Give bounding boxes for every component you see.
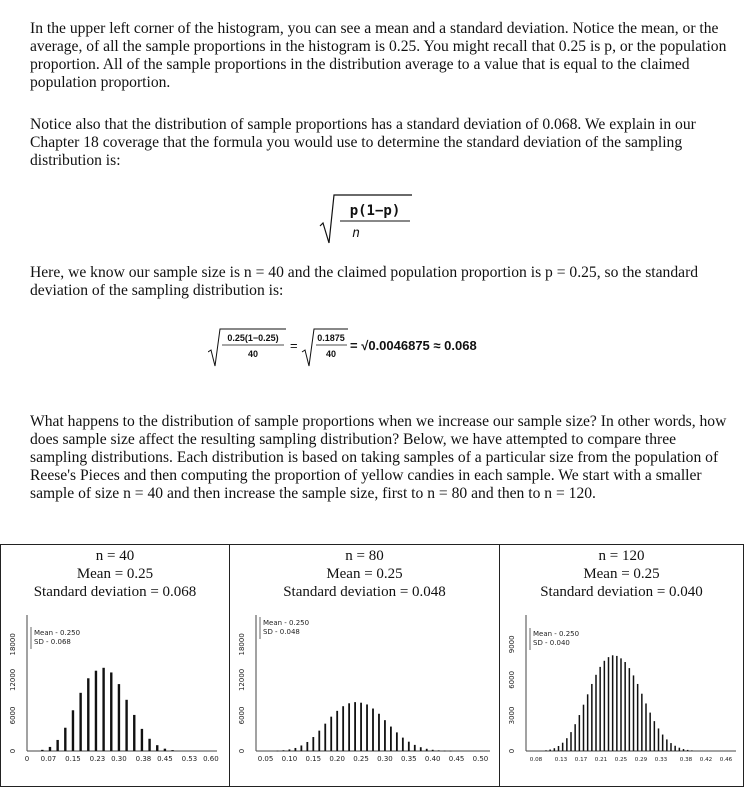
n-label: n = 120 <box>598 548 645 564</box>
histogram-bar <box>408 742 410 751</box>
histogram-bar <box>110 672 112 751</box>
y-tick-label: 3000 <box>508 706 516 725</box>
x-tick-label: 0.08 <box>529 757 543 763</box>
legend-entry: SD - 0.068 <box>34 638 71 646</box>
y-tick-label: 6000 <box>238 706 246 725</box>
y-tick-label: 12000 <box>238 668 246 692</box>
x-tick-label: 0.29 <box>634 757 648 763</box>
x-tick-label: 0.45 <box>157 755 173 763</box>
histogram-bar <box>318 731 320 751</box>
legend-entry: SD - 0.040 <box>533 639 570 647</box>
calc-frac2-numerator: 0.1875 <box>317 333 345 343</box>
sampling-distribution-comparison-table <box>0 544 744 787</box>
histogram-bar <box>402 738 404 751</box>
legend-entry: Mean - 0.250 <box>34 629 81 637</box>
calc-frac2-denominator: 40 <box>325 349 337 359</box>
histogram-bar <box>300 745 302 751</box>
y-tick-label: 18000 <box>9 633 17 656</box>
histogram-bar <box>366 704 368 751</box>
y-tick-label: 6000 <box>508 670 516 689</box>
y-tick-label: 0 <box>9 748 17 754</box>
histogram-bar <box>384 720 386 751</box>
histogram-bar <box>683 749 685 751</box>
histogram-bar <box>354 702 356 751</box>
column-n40 <box>1 545 230 787</box>
paragraph-2 <box>30 116 730 170</box>
paragraph-2-text: Notice also that the distribution of sample proportions has a standard deviation of 0.068. We explain in our Chapter 18 coverage that the formula you would use to determine the standard deviation of the sampling distribution is: <box>30 116 696 169</box>
x-tick-label: 0.25 <box>353 755 369 763</box>
calc-frac1-numerator: 0.25(1−0.25) <box>227 333 279 343</box>
histogram-bar <box>324 724 326 751</box>
histogram-bar <box>674 746 676 751</box>
formula-numerator: p(1−p) <box>349 203 401 219</box>
histogram-bar <box>330 717 332 751</box>
histogram-bar <box>450 751 452 752</box>
histogram-bar <box>164 749 166 751</box>
histogram-bar <box>141 729 143 751</box>
histogram-bar <box>156 745 158 751</box>
histogram-bar <box>608 657 610 751</box>
x-tick-label: 0.38 <box>135 755 152 763</box>
histogram-bar <box>277 751 279 752</box>
histogram-bar <box>633 675 635 751</box>
histogram-bar <box>438 750 440 751</box>
histogram-bar <box>549 750 551 751</box>
calc-result: = √0.0046875 ≈ 0.068 <box>350 338 477 353</box>
histogram-bar <box>637 684 639 751</box>
x-tick-label: 0.15 <box>305 755 322 763</box>
column-n120 <box>500 545 744 787</box>
histogram-bar <box>306 742 308 751</box>
histogram-bar <box>342 706 344 751</box>
paragraph-4 <box>30 413 730 503</box>
histogram-bar <box>348 703 350 751</box>
histogram-bar <box>587 694 589 751</box>
histogram-bar <box>396 732 398 751</box>
histogram-n80 <box>230 603 498 783</box>
sd-label: Standard deviation = 0.048 <box>283 584 446 600</box>
paragraph-3 <box>30 264 730 300</box>
x-tick-label: 0.38 <box>679 757 693 763</box>
histogram-bar <box>658 728 660 751</box>
histogram-bar <box>444 751 446 752</box>
histogram-bar <box>666 739 668 751</box>
x-tick-label: 0.30 <box>377 755 393 763</box>
mean-label: Mean = 0.25 <box>76 566 154 582</box>
histogram-bar <box>624 662 626 751</box>
histogram-bar <box>670 743 672 751</box>
histogram-bar <box>645 703 647 751</box>
x-tick-label: 0.53 <box>181 755 198 763</box>
histogram-bar <box>426 749 428 751</box>
histogram-bar <box>641 694 643 751</box>
histogram-bar <box>649 713 651 751</box>
histogram-bar <box>414 745 416 751</box>
histogram-bar <box>378 714 380 751</box>
paragraph-3-text: Here, we know our sample size is n = 40 and the claimed population proportion is p = 0.25, so the standard deviation of the sampling distribution is: <box>30 264 699 299</box>
sd-calculation <box>208 326 508 373</box>
y-tick-label: 6000 <box>9 706 17 725</box>
formula-denominator: n <box>352 226 360 241</box>
histogram-bar <box>420 747 422 751</box>
histogram-bar <box>654 721 656 751</box>
paragraph-4-text: What happens to the distribution of sample proportions when we increase our sample size? In other words, how does sample size affect the resulting sampling distribution? Below, we have attempted to compare three sampling distributions. Each distribution is based on taking samples of a particular size from the population of Reese's Pieces and then computing the proportion of yellow candies in each sample. We start with a smaller sample of size n = 40 and then increase the sample size, first to n = 80 and then to n = 120. <box>30 413 727 502</box>
histogram-bar <box>390 727 392 751</box>
column-n80 <box>230 545 500 787</box>
histogram-bar <box>294 748 296 751</box>
sd-label: Standard deviation = 0.040 <box>540 584 703 600</box>
x-tick-label: 0.40 <box>424 755 441 763</box>
x-tick-label: 0.46 <box>719 757 733 763</box>
x-tick-label: 0.13 <box>554 757 568 763</box>
x-tick-label: 0.05 <box>257 755 274 763</box>
histogram-bar <box>56 740 58 751</box>
x-tick-label: 0.50 <box>472 755 489 763</box>
x-tick-label: 0.17 <box>574 757 588 763</box>
sd-label: Standard deviation = 0.068 <box>33 584 197 600</box>
histogram-bar <box>289 749 291 751</box>
histogram-bar <box>558 746 560 751</box>
calc-frac1-denominator: 40 <box>247 349 259 359</box>
histogram-bar <box>566 738 568 751</box>
histogram-bar <box>691 750 693 751</box>
x-tick-label: 0.60 <box>203 755 219 763</box>
x-tick-label: 0.21 <box>594 757 608 763</box>
x-tick-label: 0.20 <box>329 755 345 763</box>
y-tick-label: 18000 <box>238 633 246 656</box>
histogram-bar <box>687 750 689 751</box>
x-tick-label: 0.33 <box>654 757 668 763</box>
histogram-bar <box>41 750 43 751</box>
x-tick-label: 0.10 <box>281 755 298 763</box>
x-tick-label: 0 <box>24 755 30 763</box>
histogram-bar <box>102 668 104 751</box>
histogram-bar <box>79 693 81 751</box>
histogram-bar <box>360 703 362 751</box>
histogram-bar <box>133 715 135 751</box>
histogram-bar <box>583 705 585 751</box>
x-tick-label: 0.45 <box>448 755 465 763</box>
histogram-bar <box>64 728 66 751</box>
histogram-bar <box>570 732 572 751</box>
histogram-bar <box>283 750 285 751</box>
histogram-bar <box>599 667 601 751</box>
histogram-n120 <box>500 603 742 783</box>
n-label: n = 80 <box>345 548 384 564</box>
legend-entry: Mean - 0.250 <box>263 619 310 627</box>
histogram-bar <box>72 710 74 751</box>
histogram-bar <box>87 678 89 751</box>
paragraph-1 <box>30 20 730 92</box>
x-tick-label: 0.42 <box>699 757 713 763</box>
histogram-bar <box>595 675 597 751</box>
histogram-bar <box>591 684 593 751</box>
histogram-bar <box>49 747 51 751</box>
histogram-bar <box>574 724 576 751</box>
histogram-bar <box>95 671 97 751</box>
histogram-bar <box>604 661 606 751</box>
histogram-bar <box>662 735 664 751</box>
histogram-bar <box>118 684 120 751</box>
histogram-n40 <box>1 603 228 783</box>
histogram-bar <box>562 743 564 751</box>
histogram-bar <box>432 750 434 751</box>
y-tick-label: 0 <box>238 748 246 754</box>
sd-formula <box>318 193 418 254</box>
mean-label: Mean = 0.25 <box>326 566 403 582</box>
histogram-bar <box>554 748 556 751</box>
y-tick-label: 12000 <box>9 668 17 692</box>
svg-text:=: = <box>290 338 298 353</box>
x-tick-label: 0.35 <box>401 755 417 763</box>
x-tick-label: 0.23 <box>89 755 106 763</box>
histogram-bar <box>372 709 374 751</box>
histogram-bar <box>629 668 631 751</box>
x-tick-label: 0.07 <box>40 755 57 763</box>
paragraph-1-text: In the upper left corner of the histogram, you can see a mean and a standard deviation. Notice the mean, or the average, of all the sample proportions in the histogram is 0.25. You might recall that 0.25 is p, or the population proportion. All of the sample proportions in the distribution average to a value that is equal to the claimed population proportion. <box>30 20 727 91</box>
histogram-bar <box>312 737 314 751</box>
histogram-bar <box>336 711 338 751</box>
histogram-bar <box>148 739 150 751</box>
histogram-bar <box>612 655 614 751</box>
histogram-bar <box>679 748 681 751</box>
x-tick-label: 0.25 <box>614 757 628 763</box>
histogram-bar <box>545 750 547 751</box>
x-tick-label: 0.30 <box>111 755 127 763</box>
histogram-bar <box>620 658 622 751</box>
y-tick-label: 0 <box>508 748 516 754</box>
histogram-bar <box>125 700 127 751</box>
histogram-bar <box>171 750 173 751</box>
n-label: n = 40 <box>95 548 135 564</box>
histogram-bar <box>616 656 618 751</box>
mean-label: Mean = 0.25 <box>583 566 660 582</box>
y-tick-label: 9000 <box>508 635 516 654</box>
x-tick-label: 0.15 <box>65 755 81 763</box>
legend-entry: Mean - 0.250 <box>533 630 580 638</box>
histogram-bar <box>579 715 581 751</box>
legend-entry: SD - 0.048 <box>263 628 300 636</box>
